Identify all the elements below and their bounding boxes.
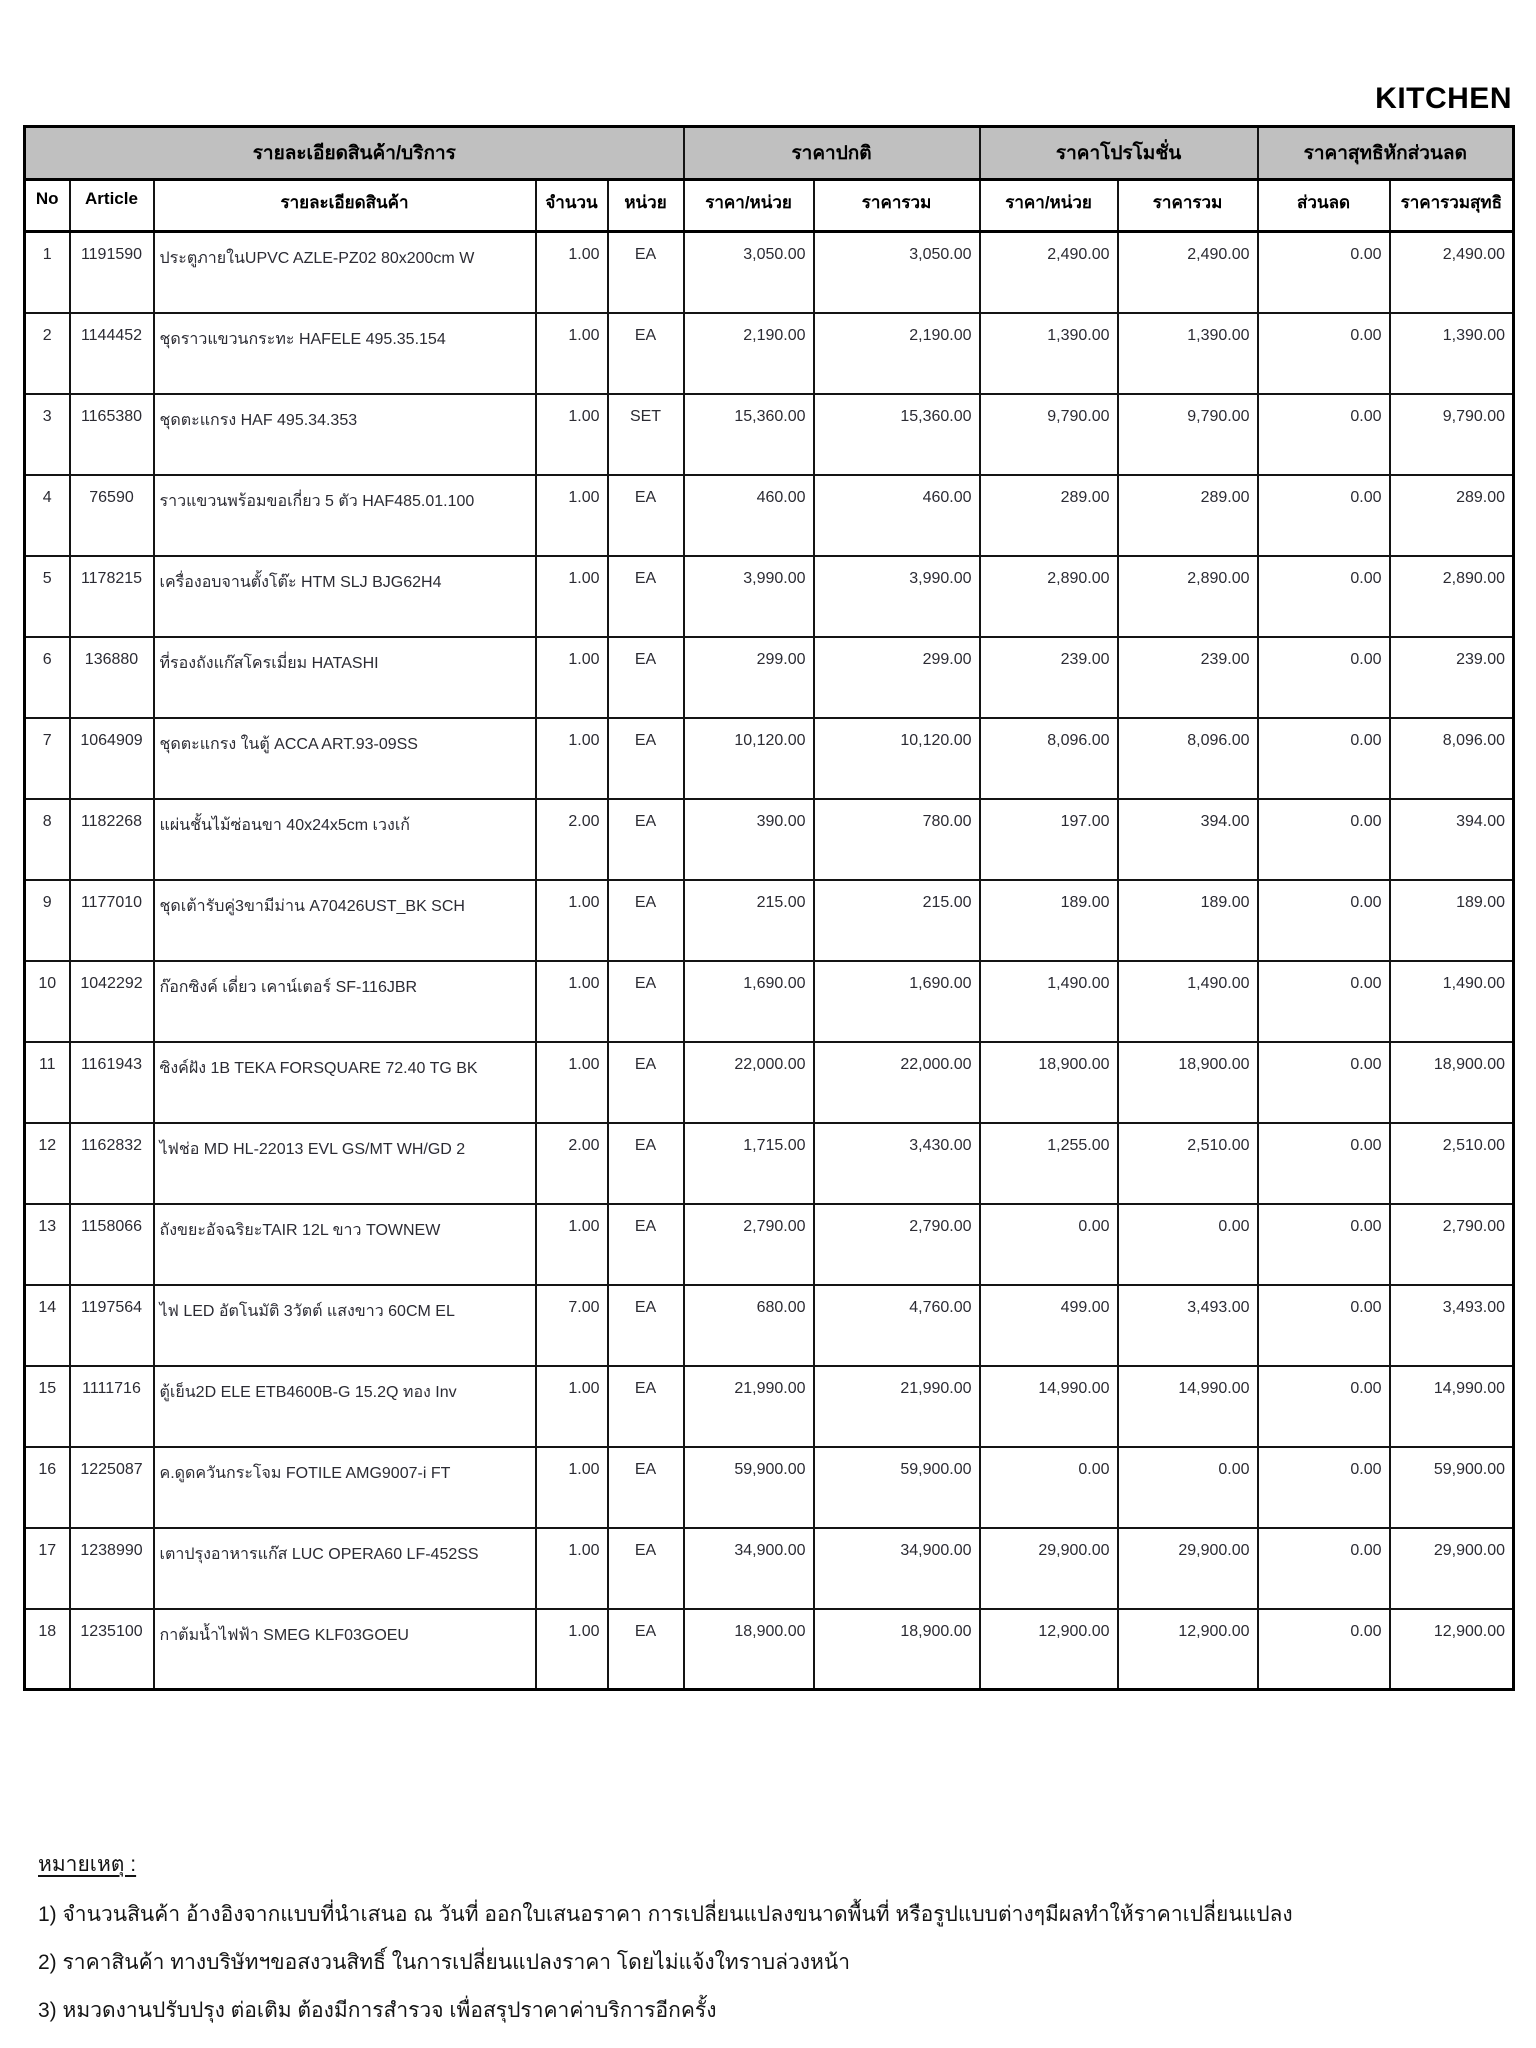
cell-discount: 0.00 — [1258, 637, 1390, 718]
cell-article: 1162832 — [70, 1123, 154, 1204]
cell-unit: EA — [608, 1528, 684, 1609]
cell-qty: 1.00 — [536, 556, 608, 637]
cell-article: 76590 — [70, 475, 154, 556]
cell-description: กาต้มน้ำไฟฟ้า SMEG KLF03GOEU — [154, 1609, 536, 1690]
group-header-normal-price: ราคาปกติ — [684, 127, 980, 180]
cell-description: เครื่องอบจานตั้งโต๊ะ HTM SLJ BJG62H4 — [154, 556, 536, 637]
cell-qty: 1.00 — [536, 1447, 608, 1528]
cell-unit: EA — [608, 1447, 684, 1528]
cell-no: 3 — [25, 394, 70, 475]
cell-promo-unit-price: 1,255.00 — [980, 1123, 1118, 1204]
col-header-description: รายละเอียดสินค้า — [154, 180, 536, 232]
cell-promo-total: 3,493.00 — [1118, 1285, 1258, 1366]
cell-unit: SET — [608, 394, 684, 475]
cell-article: 1165380 — [70, 394, 154, 475]
table-row — [25, 637, 1514, 718]
cell-normal-total: 18,900.00 — [814, 1609, 980, 1690]
cell-qty: 2.00 — [536, 1123, 608, 1204]
cell-normal-unit-price: 680.00 — [684, 1285, 814, 1366]
cell-normal-total: 460.00 — [814, 475, 980, 556]
cell-description: ชุดตะแกรง HAF 495.34.353 — [154, 394, 536, 475]
cell-discount: 0.00 — [1258, 232, 1390, 313]
cell-unit: EA — [608, 475, 684, 556]
cell-normal-unit-price: 299.00 — [684, 637, 814, 718]
col-header-qty: จำนวน — [536, 180, 608, 232]
cell-qty: 1.00 — [536, 475, 608, 556]
cell-discount: 0.00 — [1258, 556, 1390, 637]
cell-promo-total: 1,490.00 — [1118, 961, 1258, 1042]
cell-qty: 1.00 — [536, 718, 608, 799]
cell-article: 1225087 — [70, 1447, 154, 1528]
cell-qty: 1.00 — [536, 880, 608, 961]
cell-article: 1182268 — [70, 799, 154, 880]
cell-description: ชุดตะแกรง ในตู้ ACCA ART.93-09SS — [154, 718, 536, 799]
cell-normal-unit-price: 2,190.00 — [684, 313, 814, 394]
cell-promo-unit-price: 0.00 — [980, 1204, 1118, 1285]
cell-article: 1064909 — [70, 718, 154, 799]
cell-normal-unit-price: 1,715.00 — [684, 1123, 814, 1204]
cell-unit: EA — [608, 718, 684, 799]
cell-no: 10 — [25, 961, 70, 1042]
table-row — [25, 1042, 1514, 1123]
cell-normal-unit-price: 3,050.00 — [684, 232, 814, 313]
group-header-row — [25, 127, 1514, 180]
cell-net-total: 1,490.00 — [1390, 961, 1514, 1042]
cell-promo-unit-price: 289.00 — [980, 475, 1118, 556]
cell-no: 12 — [25, 1123, 70, 1204]
cell-promo-unit-price: 189.00 — [980, 880, 1118, 961]
cell-promo-total: 1,390.00 — [1118, 313, 1258, 394]
cell-promo-total: 2,890.00 — [1118, 556, 1258, 637]
cell-discount: 0.00 — [1258, 799, 1390, 880]
cell-net-total: 239.00 — [1390, 637, 1514, 718]
table-row — [25, 1204, 1514, 1285]
cell-normal-unit-price: 22,000.00 — [684, 1042, 814, 1123]
cell-description: ซิงค์ฝัง 1B TEKA FORSQUARE 72.40 TG BK — [154, 1042, 536, 1123]
cell-discount: 0.00 — [1258, 1123, 1390, 1204]
table-row — [25, 1285, 1514, 1366]
cell-promo-total: 29,900.00 — [1118, 1528, 1258, 1609]
cell-no: 9 — [25, 880, 70, 961]
cell-article: 1161943 — [70, 1042, 154, 1123]
cell-discount: 0.00 — [1258, 394, 1390, 475]
cell-discount: 0.00 — [1258, 313, 1390, 394]
cell-normal-unit-price: 21,990.00 — [684, 1366, 814, 1447]
table-row — [25, 961, 1514, 1042]
cell-net-total: 12,900.00 — [1390, 1609, 1514, 1690]
cell-description: ไฟ LED อัตโนมัติ 3วัตต์ แสงขาว 60CM EL — [154, 1285, 536, 1366]
note-line-2: 2) ราคาสินค้า ทางบริษัทฯขอสงวนสิทธิ์ ในการเปลี่ยนแปลงราคา โดยไม่แจ้งใทราบล่วงหน้า — [38, 1951, 851, 1974]
cell-normal-total: 21,990.00 — [814, 1366, 980, 1447]
cell-no: 1 — [25, 232, 70, 313]
cell-normal-total: 299.00 — [814, 637, 980, 718]
cell-article: 1158066 — [70, 1204, 154, 1285]
table-row — [25, 232, 1514, 313]
cell-normal-total: 780.00 — [814, 799, 980, 880]
cell-promo-unit-price: 18,900.00 — [980, 1042, 1118, 1123]
cell-net-total: 2,890.00 — [1390, 556, 1514, 637]
cell-article: 1111716 — [70, 1366, 154, 1447]
cell-normal-unit-price: 460.00 — [684, 475, 814, 556]
cell-normal-unit-price: 18,900.00 — [684, 1609, 814, 1690]
cell-promo-total: 9,790.00 — [1118, 394, 1258, 475]
cell-normal-total: 34,900.00 — [814, 1528, 980, 1609]
cell-promo-unit-price: 14,990.00 — [980, 1366, 1118, 1447]
cell-qty: 1.00 — [536, 1528, 608, 1609]
cell-qty: 1.00 — [536, 1042, 608, 1123]
cell-description: ตู้เย็น2D ELE ETB4600B-G 15.2Q ทอง Inv — [154, 1366, 536, 1447]
cell-normal-total: 3,990.00 — [814, 556, 980, 637]
table-row — [25, 556, 1514, 637]
cell-promo-unit-price: 2,490.00 — [980, 232, 1118, 313]
table-row — [25, 880, 1514, 961]
cell-qty: 1.00 — [536, 394, 608, 475]
cell-promo-unit-price: 1,490.00 — [980, 961, 1118, 1042]
cell-net-total: 8,096.00 — [1390, 718, 1514, 799]
cell-no: 2 — [25, 313, 70, 394]
cell-promo-unit-price: 29,900.00 — [980, 1528, 1118, 1609]
cell-unit: EA — [608, 1042, 684, 1123]
cell-promo-unit-price: 499.00 — [980, 1285, 1118, 1366]
col-header-promo-unit-price: ราคา/หน่วย — [980, 180, 1118, 232]
cell-article: 1235100 — [70, 1609, 154, 1690]
cell-promo-unit-price: 2,890.00 — [980, 556, 1118, 637]
cell-article: 1177010 — [70, 880, 154, 961]
cell-net-total: 14,990.00 — [1390, 1366, 1514, 1447]
table-row — [25, 475, 1514, 556]
cell-normal-unit-price: 2,790.00 — [684, 1204, 814, 1285]
cell-no: 17 — [25, 1528, 70, 1609]
note-line-3: 3) หมวดงานปรับปรุง ต่อเติม ต้องมีการสำรวจ เพื่อสรุปราคาค่าบริการอีกครั้ง — [38, 1999, 717, 2022]
cell-unit: EA — [608, 1204, 684, 1285]
cell-discount: 0.00 — [1258, 1285, 1390, 1366]
cell-no: 8 — [25, 799, 70, 880]
cell-net-total: 2,490.00 — [1390, 232, 1514, 313]
cell-normal-total: 3,050.00 — [814, 232, 980, 313]
table-row — [25, 1609, 1514, 1690]
cell-no: 7 — [25, 718, 70, 799]
cell-normal-unit-price: 390.00 — [684, 799, 814, 880]
cell-net-total: 59,900.00 — [1390, 1447, 1514, 1528]
cell-discount: 0.00 — [1258, 1366, 1390, 1447]
cell-discount: 0.00 — [1258, 718, 1390, 799]
cell-discount: 0.00 — [1258, 1609, 1390, 1690]
cell-unit: EA — [608, 1285, 684, 1366]
col-header-net-total: ราคารวมสุทธิ — [1390, 180, 1514, 232]
cell-unit: EA — [608, 232, 684, 313]
cell-qty: 1.00 — [536, 232, 608, 313]
notes-heading: หมายเหตุ : — [38, 1853, 137, 1876]
table-row — [25, 1528, 1514, 1609]
cell-qty: 1.00 — [536, 1204, 608, 1285]
cell-promo-total: 394.00 — [1118, 799, 1258, 880]
cell-normal-total: 2,190.00 — [814, 313, 980, 394]
cell-unit: EA — [608, 1609, 684, 1690]
cell-description: ถังขยะอัจฉริยะTAIR 12L ขาว TOWNEW — [154, 1204, 536, 1285]
cell-normal-total: 15,360.00 — [814, 394, 980, 475]
cell-normal-total: 22,000.00 — [814, 1042, 980, 1123]
cell-description: แผ่นชั้นไม้ซ่อนขา 40x24x5cm เวงเก้ — [154, 799, 536, 880]
cell-no: 4 — [25, 475, 70, 556]
note-line-1: 1) จำนวนสินค้า อ้างอิงจากแบบที่นำเสนอ ณ วันที่ ออกใบเสนอราคา การเปลี่ยนแปลงขนาดพื้นที่ หรือรูปแบบต่างๆมีผลทำให้ราคาเปลี่ยนแปลง — [38, 1903, 1293, 1926]
cell-net-total: 1,390.00 — [1390, 313, 1514, 394]
cell-normal-unit-price: 59,900.00 — [684, 1447, 814, 1528]
cell-article: 1197564 — [70, 1285, 154, 1366]
col-header-article: Article — [70, 180, 154, 232]
cell-promo-unit-price: 8,096.00 — [980, 718, 1118, 799]
table-row — [25, 1123, 1514, 1204]
cell-unit: EA — [608, 880, 684, 961]
cell-description: ชุดราวแขวนกระทะ HAFELE 495.35.154 — [154, 313, 536, 394]
cell-normal-unit-price: 215.00 — [684, 880, 814, 961]
cell-net-total: 394.00 — [1390, 799, 1514, 880]
table-row — [25, 394, 1514, 475]
cell-discount: 0.00 — [1258, 1528, 1390, 1609]
col-header-unit: หน่วย — [608, 180, 684, 232]
cell-promo-total: 18,900.00 — [1118, 1042, 1258, 1123]
cell-description: ราวแขวนพร้อมขอเกี่ยว 5 ตัว HAF485.01.100 — [154, 475, 536, 556]
cell-promo-total: 189.00 — [1118, 880, 1258, 961]
cell-discount: 0.00 — [1258, 1204, 1390, 1285]
cell-normal-unit-price: 3,990.00 — [684, 556, 814, 637]
table-row — [25, 718, 1514, 799]
cell-article: 136880 — [70, 637, 154, 718]
col-header-normal-total: ราคารวม — [814, 180, 980, 232]
col-header-no: No — [25, 180, 70, 232]
cell-discount: 0.00 — [1258, 961, 1390, 1042]
col-header-normal-unit-price: ราคา/หน่วย — [684, 180, 814, 232]
cell-qty: 7.00 — [536, 1285, 608, 1366]
cell-unit: EA — [608, 961, 684, 1042]
cell-normal-total: 10,120.00 — [814, 718, 980, 799]
cell-normal-unit-price: 1,690.00 — [684, 961, 814, 1042]
cell-promo-unit-price: 0.00 — [980, 1447, 1118, 1528]
cell-normal-total: 4,760.00 — [814, 1285, 980, 1366]
cell-no: 18 — [25, 1609, 70, 1690]
cell-unit: EA — [608, 1366, 684, 1447]
cell-net-total: 3,493.00 — [1390, 1285, 1514, 1366]
cell-description: ค.ดูดควันกระโจม FOTILE AMG9007-i FT — [154, 1447, 536, 1528]
cell-net-total: 29,900.00 — [1390, 1528, 1514, 1609]
cell-article: 1191590 — [70, 232, 154, 313]
cell-description: เตาปรุงอาหารแก๊ส LUC OPERA60 LF-452SS — [154, 1528, 536, 1609]
cell-discount: 0.00 — [1258, 880, 1390, 961]
cell-no: 15 — [25, 1366, 70, 1447]
cell-promo-unit-price: 197.00 — [980, 799, 1118, 880]
cell-promo-total: 12,900.00 — [1118, 1609, 1258, 1690]
cell-discount: 0.00 — [1258, 1447, 1390, 1528]
cell-promo-total: 0.00 — [1118, 1204, 1258, 1285]
column-header-row — [25, 180, 1514, 232]
col-header-discount: ส่วนลด — [1258, 180, 1390, 232]
cell-unit: EA — [608, 799, 684, 880]
cell-description: ที่รองถังแก๊สโครเมี่ยม HATASHI — [154, 637, 536, 718]
cell-article: 1178215 — [70, 556, 154, 637]
cell-promo-total: 2,490.00 — [1118, 232, 1258, 313]
cell-promo-total: 2,510.00 — [1118, 1123, 1258, 1204]
cell-promo-total: 8,096.00 — [1118, 718, 1258, 799]
group-header-net-price: ราคาสุทธิหักส่วนลด — [1258, 127, 1514, 180]
cell-article: 1042292 — [70, 961, 154, 1042]
cell-unit: EA — [608, 1123, 684, 1204]
col-header-promo-total: ราคารวม — [1118, 180, 1258, 232]
cell-net-total: 2,510.00 — [1390, 1123, 1514, 1204]
cell-promo-unit-price: 239.00 — [980, 637, 1118, 718]
cell-net-total: 189.00 — [1390, 880, 1514, 961]
cell-promo-unit-price: 12,900.00 — [980, 1609, 1118, 1690]
cell-unit: EA — [608, 637, 684, 718]
group-header-details: รายละเอียดสินค้า/บริการ — [25, 127, 684, 180]
cell-no: 13 — [25, 1204, 70, 1285]
cell-net-total: 9,790.00 — [1390, 394, 1514, 475]
cell-normal-total: 59,900.00 — [814, 1447, 980, 1528]
cell-promo-total: 0.00 — [1118, 1447, 1258, 1528]
cell-promo-unit-price: 9,790.00 — [980, 394, 1118, 475]
table-row — [25, 1447, 1514, 1528]
cell-qty: 1.00 — [536, 1609, 608, 1690]
cell-unit: EA — [608, 313, 684, 394]
notes-section — [38, 1848, 1518, 2045]
cell-normal-total: 3,430.00 — [814, 1123, 980, 1204]
cell-description: ชุดเต้ารับคู่3ขามีม่าน A70426UST_BK SCH — [154, 880, 536, 961]
cell-description: ประตูภายในUPVC AZLE-PZ02 80x200cm W — [154, 232, 536, 313]
cell-qty: 1.00 — [536, 637, 608, 718]
cell-description: ก๊อกซิงค์ เดี่ยว เคาน์เตอร์ SF-116JBR — [154, 961, 536, 1042]
table-row — [25, 313, 1514, 394]
cell-normal-total: 2,790.00 — [814, 1204, 980, 1285]
cell-no: 16 — [25, 1447, 70, 1528]
cell-normal-unit-price: 34,900.00 — [684, 1528, 814, 1609]
cell-qty: 2.00 — [536, 799, 608, 880]
table-row — [25, 799, 1514, 880]
page-title: KITCHEN — [1375, 82, 1512, 115]
cell-promo-total: 239.00 — [1118, 637, 1258, 718]
cell-promo-unit-price: 1,390.00 — [980, 313, 1118, 394]
cell-no: 14 — [25, 1285, 70, 1366]
cell-net-total: 18,900.00 — [1390, 1042, 1514, 1123]
cell-unit: EA — [608, 556, 684, 637]
quotation-table — [23, 125, 1515, 1691]
cell-discount: 0.00 — [1258, 475, 1390, 556]
cell-net-total: 289.00 — [1390, 475, 1514, 556]
cell-no: 11 — [25, 1042, 70, 1123]
group-header-promo-price: ราคาโปรโมชั่น — [980, 127, 1258, 180]
cell-qty: 1.00 — [536, 1366, 608, 1447]
cell-qty: 1.00 — [536, 313, 608, 394]
cell-net-total: 2,790.00 — [1390, 1204, 1514, 1285]
cell-qty: 1.00 — [536, 961, 608, 1042]
table-row — [25, 1366, 1514, 1447]
cell-discount: 0.00 — [1258, 1042, 1390, 1123]
cell-article: 1238990 — [70, 1528, 154, 1609]
cell-normal-total: 215.00 — [814, 880, 980, 961]
cell-no: 6 — [25, 637, 70, 718]
cell-no: 5 — [25, 556, 70, 637]
cell-normal-total: 1,690.00 — [814, 961, 980, 1042]
cell-article: 1144452 — [70, 313, 154, 394]
cell-promo-total: 14,990.00 — [1118, 1366, 1258, 1447]
cell-promo-total: 289.00 — [1118, 475, 1258, 556]
cell-description: ไฟช่อ MD HL-22013 EVL GS/MT WH/GD 2 — [154, 1123, 536, 1204]
cell-normal-unit-price: 10,120.00 — [684, 718, 814, 799]
cell-normal-unit-price: 15,360.00 — [684, 394, 814, 475]
